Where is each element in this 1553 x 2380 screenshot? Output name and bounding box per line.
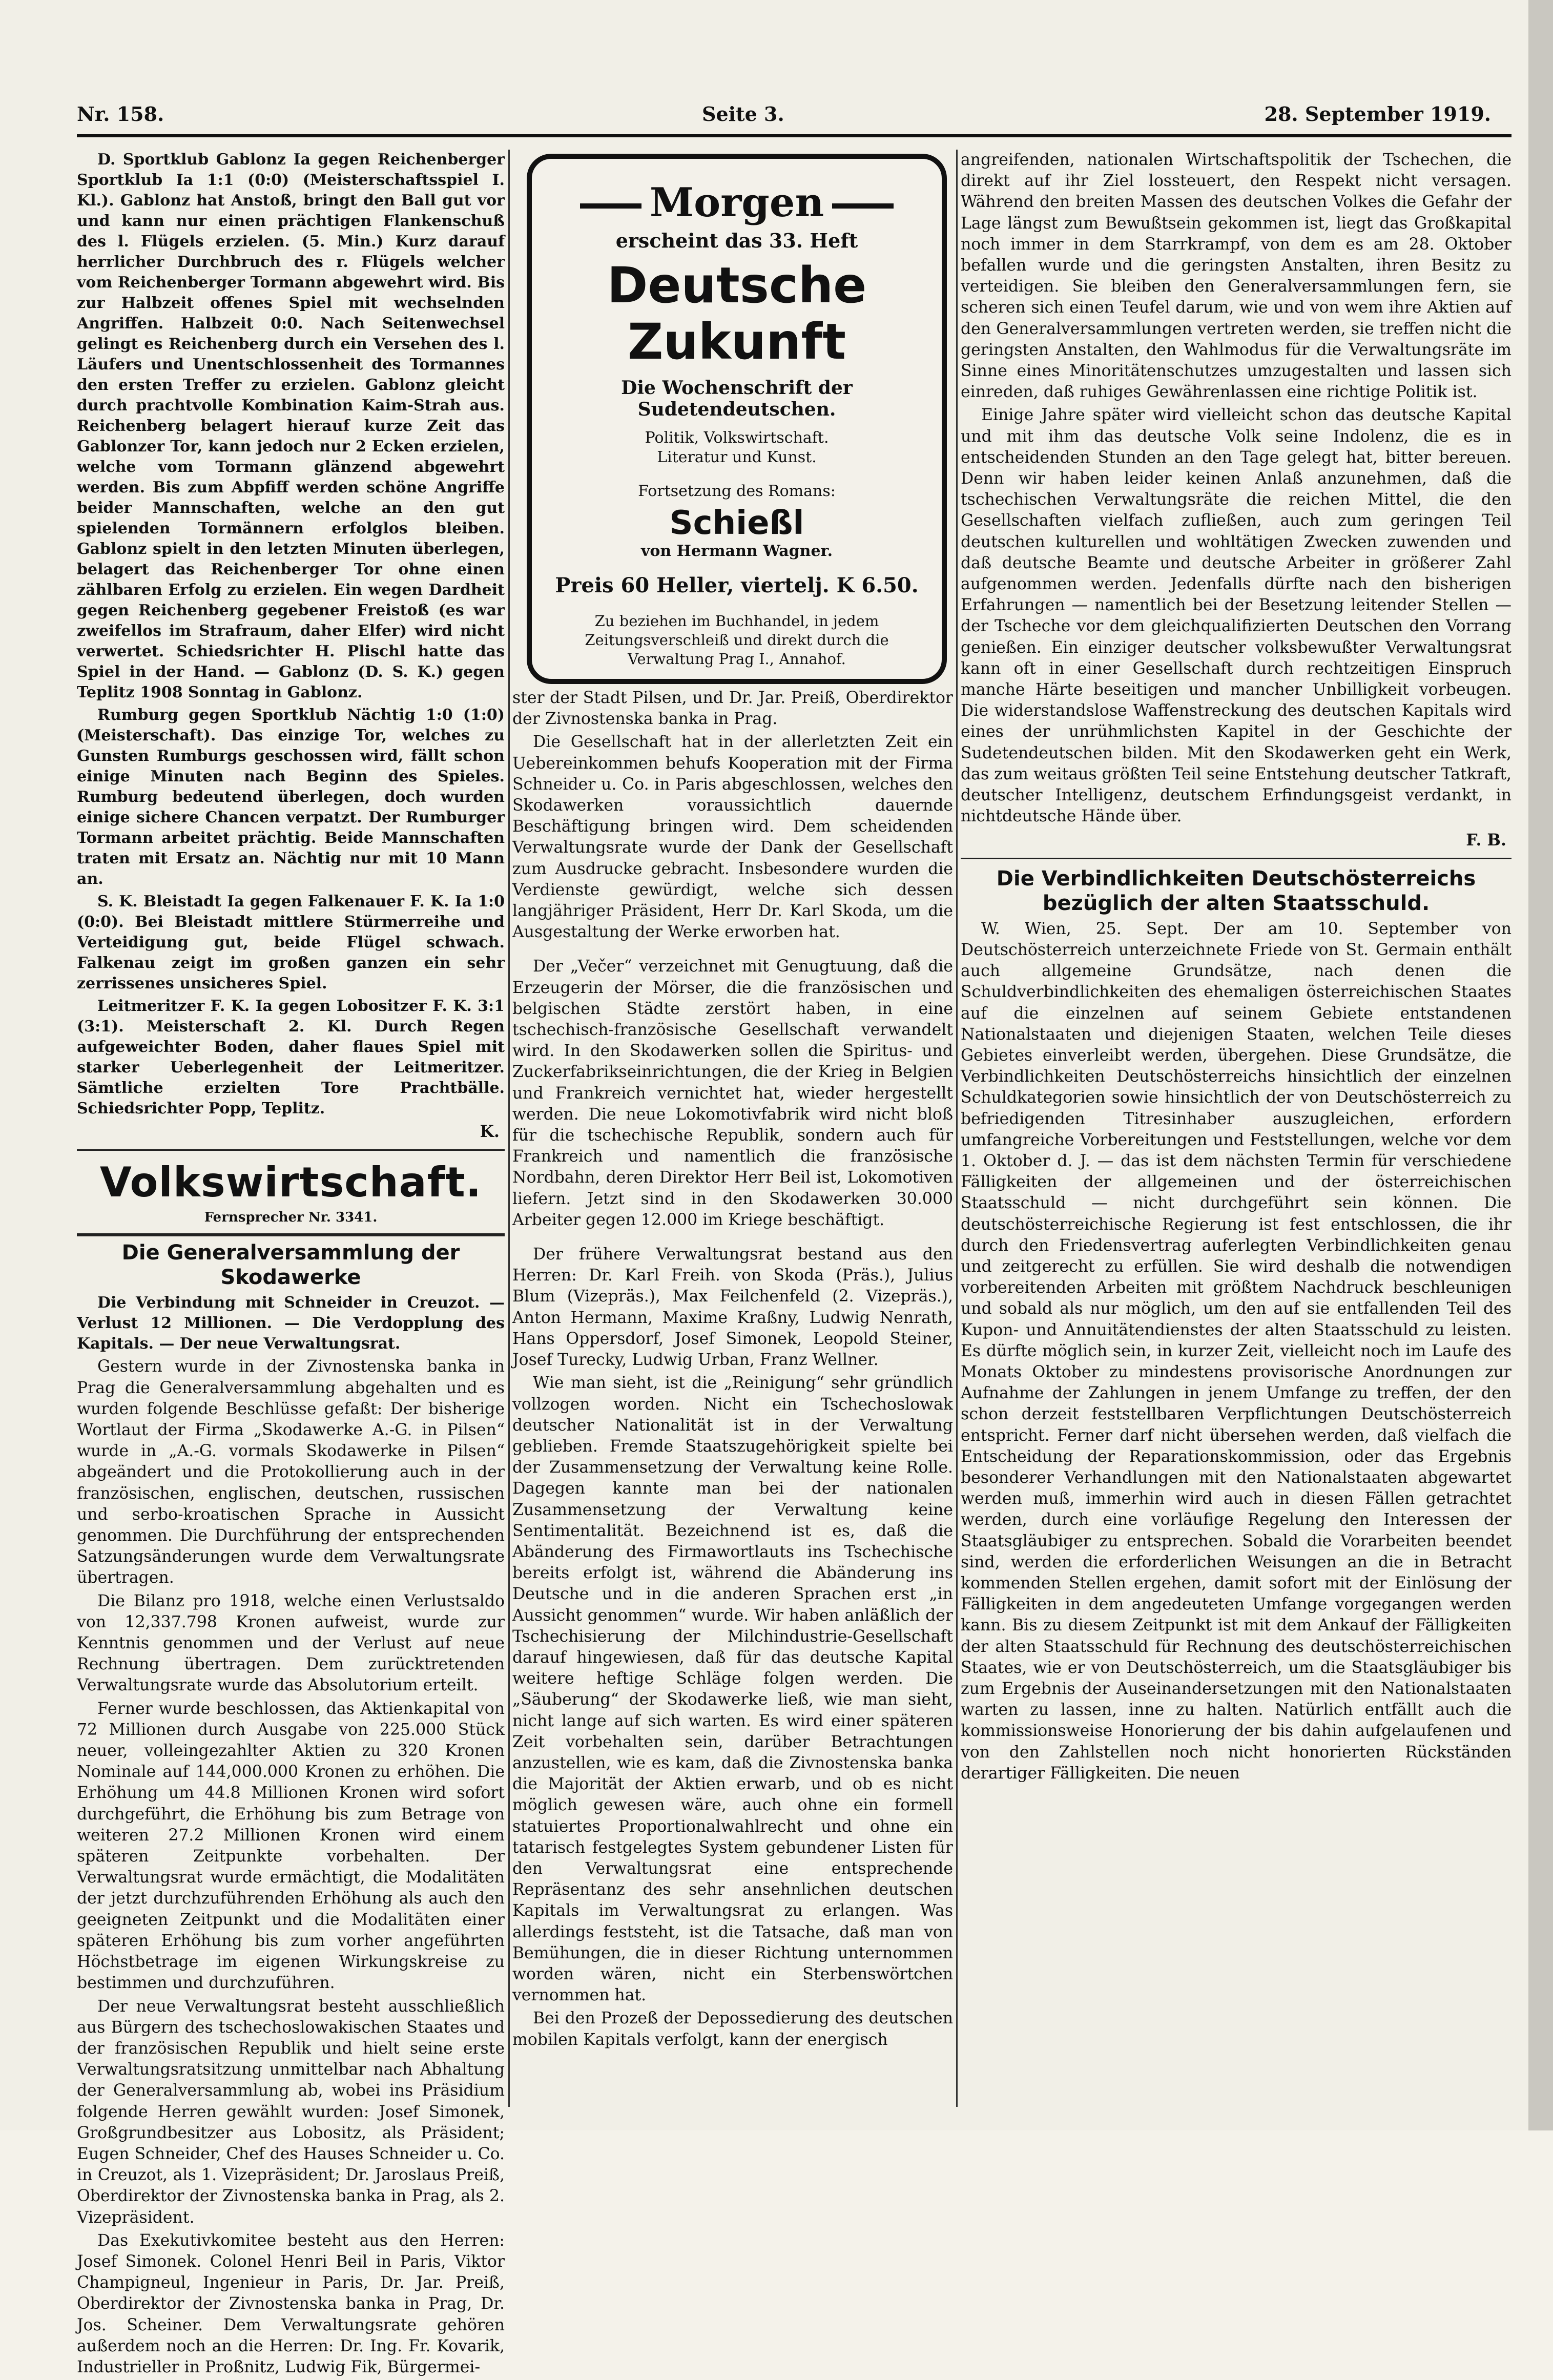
page-number: Seite 3. (702, 102, 784, 126)
advertisement-box (527, 154, 947, 684)
column-2-body (512, 688, 953, 2053)
article-paragraph: Bei den Prozeß der Depossedierung des deutschen mobilen Kapitals verfolgt, kann der energisch (512, 2009, 953, 2049)
ad-topics-2: Literatur und Kunst. (657, 448, 817, 466)
column-1 (77, 150, 505, 2380)
sports-report-3: S. K. Bleistadt Ia gegen Falkenauer F. K. Ia 1:0 (0:0). Bei Bleistadt mittlere Stürmerreihe und Verteidigung gut, beide Flügel schwach. Falkenau zeigt im großen ganzen ein sehr zerrissenes unsicheres Spiel. (77, 893, 505, 992)
sports-signature: K. (480, 1122, 500, 1141)
ad-continuation: Fortsetzung des Romans: (638, 482, 836, 500)
article-paragraph: Gestern wurde in der Zivnostenska banka in Prag die Generalversammlung abgehalten und es wurden folgende Beschlüsse gefaßt: Der bisherige Wortlaut der Firma „Skodawerke A.-G. in Pilsen“ wurde in „A.-G. vormals Skodawerke in Pilsen“ abgeändert und die Protokollierung auch in der französischen, englischen, deutschen, russischen und serbo-kroatischen Sprache in Aussicht genommen. Die Durchführung der entsprechenden Satzungsänderungen wurde dem Verwaltungsrate übertragen. (77, 1357, 505, 1587)
page-header (77, 102, 1511, 131)
ad-title: Deutsche Zukunft (607, 257, 867, 370)
issue-number: Nr. 158. (77, 102, 164, 126)
phone-number: Fernsprecher Nr. 3341. (204, 1210, 378, 1226)
article-paragraph: ster der Stadt Pilsen, und Dr. Jar. Preiß, Oberdirektor der Zivnostenska banka in Prag. (512, 689, 953, 729)
article-paragraph: W. Wien, 25. Sept. Der am 10. September von Deutschösterreich unterzeichnete Friede von St. Germain enthält auch allgemeine Grundsätze, nach denen die Schuldverbindlichkeiten des ehemaligen österreichischen Staates auf die einzelnen auf seinem Gebiete entstandenen Nationalstaaten und diejenigen Staaten, welchen Teile dieses Gebietes einverleibt werden, übergehen. Diese Grundsätze, die Verbindlichkeiten Deutschösterreichs hinsichtlich der einzelnen Schuldkategorien sowie hinsichtlich der von Deutschösterreich zu befriedigenden Titresinhaber auszugleichen, erfordern umfangreiche Vorbereitungen und Feststellungen, welche vor dem 1. Oktober d. J. — das ist dem nächsten Termin für verschiedene Fälligkeiten der allgemeinen und der österreichischen Staatsschuld — nicht durchgeführt sein können. Die deutschösterreichische Regierung ist fest entschlossen, die ihr durch den Friedensvertrag auferlegten Verbindlichkeiten genau und zeitgerecht zu erfüllen. Sie wird deshalb die notwendigen vorbereitenden Arbeiten mit größtem Nachdruck beschleunigen und sobald als nur möglich, um den auf sie entfallenden Teil des Kupon- und Annuitätendienstes der alten Staatsschuld zu leisten. Es dürfte möglich sein, in kurzer Zeit, vielleicht noch im Laufe des Monats Oktober zu mindestens provisorische Anordnungen zur Aufnahme der Zahlungen in jenem Umfange zu treffen, der den schon derzeit feststellbaren Verpflichtungen Deutschösterreich entspricht. Ferner darf nicht übersehen werden, daß vielfach die Entscheidung der Reparationskommission, oder das Ergebnis besonderer Verhandlungen mit den Nationalstaaten abgewartet werden muß, immerhin wird auch in diesen Fällen getrachtet werden, durch eine vorläufige Regelung den Interessen der Staatsgläubiger zu entsprechen. Sobald die Vorarbeiten beendet sind, werden die erforderlichen Weisungen an die in Betracht kommenden Stellen ergehen, damit sofort mit der Einlösung der Fälligkeiten in dem angedeuteten Umfange vorgegangen werden kann. Bis zu diesem Zeitpunkt ist mit dem Ankauf der Fälligkeiten der alten Staatsschuld für Rechnung des deutschösterreichischen Staates, wie er von Deutschösterreich, um die Staatsgläubiger bis zum Ergebnis der Auseinandersetzungen mit den Nationalstaaten warten zu lassen, inne zu halten. Natürlich entfällt auch die kommissionsweise Honorierung der bis dahin aufgelaufenen und von den Zahlstellen noch nicht honorierten Rückständen derartiger Fälligkeiten. Die neuen (961, 919, 1511, 1783)
article-rule (961, 858, 1511, 859)
sports-report-4: Leitmeritzer F. K. Ia gegen Lobositzer F. K. 3:1 (3:1). Meisterschaft 2. Kl. Durch Regen aufgeweichter Boden, daher flaues Spiel mit starker Ueberlegenheit der Leitmeritzer. Sämtliche erzielten Tore Prachtbälle. Schiedsrichter Popp, Teplitz. (77, 997, 505, 1117)
column-divider-1 (508, 150, 510, 2107)
ad-topics-1: Politik, Volkswirtschaft. (645, 429, 829, 447)
article-signature: F. B. (1466, 830, 1506, 850)
ad-footer: Zu beziehen im Buchhandel, in jedem Zeitungsverschleiß und direkt durch die Verwaltung Prag I., Annahof. (585, 612, 889, 668)
ad-novel-title: Schießl (669, 504, 804, 542)
article-paragraph: Der frühere Verwaltungsrat bestand aus den Herren: Dr. Karl Freih. von Skoda (Präs.), Julius Blum (Vizepräs.), Max Feilchenfeld (2. Vizepräs.), Anton Hermann, Maxime Kraßny, Ludwig Nenrath, Hans Oppersdorf, Josef Simonek, Leopold Steiner, Josef Turecky, Ludwig Urban, Franz Wellner. (512, 1245, 953, 1370)
article-paragraph: Wie man sieht, ist die „Reinigung“ sehr gründlich vollzogen worden. Nicht ein Tschechoslowak deutscher Nationalität ist in der Verwaltung geblieben. Fremde Staatszugehörigkeit spielte bei der Zusammensetzung der Verwaltung keine Rolle. Dagegen kannte man bei der nationalen Zusammensetzung der Verwaltung keine Sentimentalität. Bezeichnend ist es, daß die Abänderung des Firmawortlauts ins Tschechische bereits erfolgt ist, während die Abänderung ins Deutsche und in die anderen Sprachen erst „in Aussicht genommen“ wurde. Wir haben anläßlich der Tschechisierung der Milchindustrie-Gesellschaft darauf hingewiesen, daß für das deutsche Kapital weitere heftige Schläge folgen werden. Die „Säuberung“ der Skodawerke ließ, wie man sieht, nicht lange auf sich warten. Es wird einer späteren Zeit vorbehalten sein, darüber Betrachtungen anzustellen, wie es kam, daß die Zivnostenska banka die Majorität der Aktien erwarb, und ob es nicht möglich gewesen wäre, auch ohne ein formell statuiertes Proportionalwahlrecht und ohne ein tatarisch festgelegtes System gebundener Listen für den Verwaltungsrat eine entsprechende Repräsentanz des sehr ansehnlichen deutschen Kapitals im Verwaltungsrat zu erlangen. Was allerdings feststeht, ist die Tatsache, daß man von Bemühungen, die in dieser Richtung unternommen worden wären, nicht ein Sterbenswörtchen vernommen hat. (512, 1374, 953, 2005)
article-paragraph: Der neue Verwaltungsrat besteht ausschließlich aus Bürgern des tschechoslowakischen Staates und der französischen Republik und hielt seine erste Verwaltungsratsitzung unmittelbar nach Abhaltung der Generalversammlung ab, wobei ins Präsidium folgende Herren gewählt wurden: Josef Simonek, Großgrundbesitzer aus Lobositz, als Präsident; Eugen Schneider, Chef des Hauses Schneider u. Co. in Creuzot, als 1. Vizepräsident; Dr. Jaroslaus Preiß, Oberdirektor der Zivnostenska banka in Prag, als 2. Vizepräsident. (77, 1997, 505, 2227)
spacer (512, 945, 953, 956)
column-divider-2 (956, 150, 958, 2107)
article-paragraph: Das Exekutivkomitee besteht aus den Herren: Josef Simonek. Colonel Henri Beil in Paris, Viktor Champigneul, Ingenieur in Paris, Dr. Jar. Preiß, Oberdirektor der Zivnostenska banka in Prag, Dr. Jos. Scheiner. Dem Verwaltungsrate gehören außerdem noch an die Herren: Dr. Ing. Fr. Kovarik, Industrieller in Proßnitz, Ludwig Fik, Bürgermei- (77, 2231, 505, 2376)
sports-report-1: D. Sportklub Gablonz Ia gegen Reichenberger Sportklub Ia 1:1 (0:0) (Meisterschaftsspiel I. Kl.). Gablonz hat Anstoß, bringt den Ball gut vor und kann nur einen prächtigen Flankenschuß des l. Flügels erzielen. (5. Min.) Kurz darauf herrlicher Durchbruch des r. Flügels welcher vom Reichenberger Tormann abgewehrt wird. Bis zur Halbzeit offenes Spiel mit wechselnden Angriffen. Halbzeit 0:0. Nach Seitenwechsel gelingt es Reichenberg durch ein Versehen des l. Läufers und Unentschlossenheit des Tormannes den ersten Treffer zu erzielen. Gablonz gleicht durch prachtvolle Kombination Kaim-Strah aus. Reichenberg belagert hierauf kurze Zeit das Gablonzer Tor, kann jedoch nur 2 Ecken erzielen, welche vom Tormann glänzend abgewehrt werden. Bis zum Abpfiff werden schöne Angriffe beider Mannschaften, welche an den gut spielenden Tormännern erfolglos bleiben. Gablonz spielt in den letzten Minuten überlegen, belagert das Reichenberger Tor ohne einen zählbaren Erfolg zu erzielen. Ein wegen Dardheit gegen Reichenberg gegebener Freistoß (es war zweifellos im Strafraum, daher Elfer) wird nicht verwertet. Schiedsrichter H. Plischl hatte das Spiel in der Hand. — Gablonz (D. S. K.) gegen Teplitz 1908 Sonntag in Gablonz. (77, 151, 505, 701)
ad-subtitle: Die Wochenschrift der Sudetendeutschen. (621, 377, 853, 420)
ad-price: Preis 60 Heller, viertelj. K 6.50. (555, 573, 919, 597)
ad-ornament-right (832, 203, 894, 209)
section-rule (77, 1149, 505, 1151)
page-edge (1528, 0, 1553, 2130)
article-headline-2: Die Verbindlichkeiten Deutschösterreichs bezüglich der alten Staatsschuld. (996, 866, 1476, 915)
article-paragraph: angreifenden, nationalen Wirtschaftspolitik der Tschechen, die direkt auf ihr Ziel lossteuert, den Respekt nicht versagen. Während den breiten Massen des deutschen Volkes die Gefahr der Lage längst zum Bewußtsein gekommen ist, liegt das Großkapital noch immer in dem Starrkrampf, von dem es am 28. Oktober befallen wurde und die geringsten Anstalten, ihren Besitz zu verteidigen. Sie bleiben den Generalversammlungen fern, sie scheren sich einen Teufel darum, wie und von wem ihre Aktien auf den Generalversammlungen vertreten werden, sie treffen nicht die geringsten Anstalten, den Wahlmodus für die Verwaltungsräte im Sinne eines Minoritätenschutzes umzugestalten und lassen sich einreden, daß ruhiges Gewährenlassen eine richtige Politik ist. (961, 151, 1511, 402)
ad-issue-line: erscheint das 33. Heft (615, 229, 858, 252)
issue-date: 28. September 1919. (1264, 102, 1491, 126)
ad-ornament-left (580, 203, 641, 209)
header-rule (77, 134, 1511, 137)
headline-rule (77, 1233, 505, 1236)
section-title: Volkswirtschaft. (99, 1158, 482, 1207)
article-paragraph: Der „Večer“ verzeichnet mit Genugtuung, daß die Erzeugerin der Mörser, die die französischen und belgischen Städte zerstört haben, in eine tschechisch-französische Gesellschaft verwandelt wird. In den Skodawerken sollen die Spiritus- und Zuckerfabrikseinrichtungen, die der Krieg in Belgien und Frankreich vernichtet hat, wieder hergestellt werden. Die neue Lokomotivfabrik wird nicht bloß für die tschechische Republik, sondern auch für Frankreich und namentlich die französische Nordbahn, deren Direktor Herr Beil ist, Lokomotiven liefern. Jetzt sind in den Skodawerken 30.000 Arbeiter gegen 12.000 im Kriege beschäftigt. (512, 957, 953, 1229)
article-paragraph: Die Bilanz pro 1918, welche einen Verlustsaldo von 12,337.798 Kronen aufweist, wurde zur Kenntnis genommen und der Verlust auf neue Rechnung übertragen. Dem zurücktretenden Verwaltungsrate wurde das Absolutorium erteilt. (77, 1591, 505, 1695)
article-paragraph: Einige Jahre später wird vielleicht schon das deutsche Kapital und mit ihm das deutsche Volk seine Indolenz, die es in entscheidenden Stunden an den Tage gelegt hat, bitter bereuen. Denn wir haben leider keinen Anlaß anzunehmen, daß die tschechischen Verwaltungsräte die reichen Mittel, die den Gesellschaften vielfach zufließen, auch zum geringen Teil deutschen kulturellen und wohltätigen Zwecken zuwenden und daß deutsche Beamte und deutsche Arbeiter in größerer Zahl aufgenommen werden. Jedenfalls dürfte nach den bisherigen Erfahrungen — namentlich bei der Besetzung leitender Stellen — der Tscheche vor dem gleichqualifizierten Deutschen den Vorrang genießen. Ein einziger deutscher volksbewußter Verwaltungsrat kann oft in einer Gesellschaft durch rechtzeitigen Einspruch manche Härte beseitigen und mancher Unbilligkeit vorbeugen. Die widerstandslose Waffenstreckung des deutschen Kapitals wird eines der unrühmlichsten Kapitel in der Geschichte der Sudetendeutschen bilden. Mit den Skodawerken geht ein Werk, das zum weitaus größten Teil seine Entstehung deutscher Tatkraft, deutscher Intelligenz, deutschem Erfindungsgeist verdankt, in nichtdeutsche Hände über. (961, 406, 1511, 826)
article-paragraph: Die Gesellschaft hat in der allerletzten Zeit ein Uebereinkommen behufs Kooperation mit der Firma Schneider u. Co. in Paris abgeschlossen, welches den Skodawerken voraussichtlich dauernde Beschäftigung bringen wird. Dem scheidenden Verwaltungsrate wurde der Dank der Gesellschaft zum Ausdrucke gebracht. Insbesondere wurden die Verdienste gewürdigt, welche sich dessen langjähriger Präsident, Herr Dr. Karl Skoda, um die Ausgestaltung der Werke erworben hat. (512, 733, 953, 942)
article-headline: Die Generalversammlung der Skodawerke (121, 1241, 460, 1290)
ad-morgen: Morgen (532, 179, 942, 226)
spacer (512, 1233, 953, 1244)
article-paragraph: Ferner wurde beschlossen, das Aktienkapital von 72 Millionen durch Ausgabe von 225.000 Stück neuer, volleingezahlter Aktien zu 320 Kronen Nominale auf 144,000.000 Kronen zu erhöhen. Die Erhöhung um 44.8 Millionen Kronen wird sofort durchgeführt, die Erhöhung bis zum Betrage von weiteren 27.2 Millionen Kronen wird einem späteren Zeitpunkte vorbehalten. Der Verwaltungsrat wurde ermächtigt, die Modalitäten der jetzt durchzuführenden Erhöhung als auch den geeigneten Zeitpunkt und die Modalitäten einer späteren Erhöhung bis zum vorher angeführten Höchstbetrage im eigenen Wirkungskreise zu bestimmen und durchzuführen. (77, 1699, 505, 1993)
sports-report-2: Rumburg gegen Sportklub Nächtig 1:0 (1:0) (Meisterschaft). Das einzige Tor, welches zu Gunsten Rumburgs geschossen wird, fällt schon einige Minuten nach Beginn des Spieles. Rumburg bedeutend überlegen, doch wurden einige sichere Chancen verpatzt. Der Rumburger Tormann arbeitet prächtig. Beide Mannschaften traten mit Ersatz an. Nächtig nur mit 10 Mann an. (77, 706, 505, 888)
column-3 (961, 150, 1511, 1786)
ad-author: von Hermann Wagner. (640, 542, 833, 560)
article-subhead: Die Verbindung mit Schneider in Creuzot. — Verlust 12 Millionen. — Die Verdopplung des Kapitals. — Der neue Verwaltungsrat. (77, 1294, 505, 1353)
